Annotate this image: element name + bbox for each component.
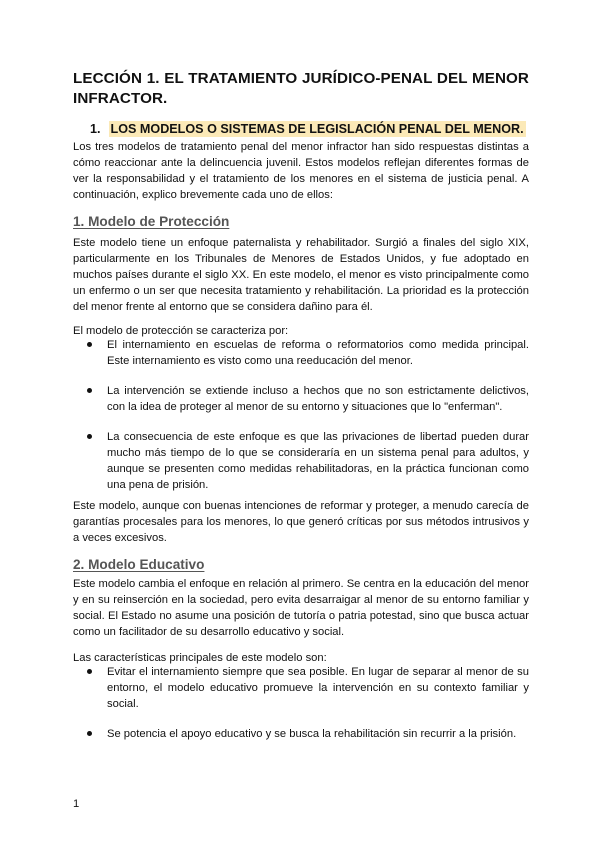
- section-title-educativo: 2. Modelo Educativo: [73, 557, 205, 572]
- section2-bullet-list: [73, 664, 529, 742]
- section2-paragraph: Este modelo cambia el enfoque en relación al primero. Se centra en la educación del menor y en su reinserción en la sociedad, pero evita desarraigar al menor de su entorno familiar y social. El Estado no asume una posición de tutoría o patria potestad, sino que busca actuar como un facilitador de su desarrollo educativo y social.: [73, 578, 529, 638]
- section-subheading: [90, 121, 526, 137]
- list-item-text: Evitar el internamiento siempre que sea posible. En lugar de separar al menor de su entorno, el modelo educativo promueve la intervención en su contexto familiar y social.: [107, 666, 529, 710]
- list-item: [73, 429, 529, 493]
- section1-paragraph: Este modelo tiene un enfoque paternalista y rehabilitador. Surgió a finales del siglo XIX, particularmente en los Tribunales de Menores de Estados Unidos, y fue adoptado en muchos países durante el siglo XX. En este modelo, el menor es visto principalmente como un enfermo o un ser que necesita tratamiento y rehabilitación. La prioridad es la protección del menor frente al entorno que se considera dañino para él.: [73, 237, 529, 313]
- list-item-text: Se potencia el apoyo educativo y se busca la rehabilitación sin recurrir a la prisión.: [107, 728, 517, 740]
- list-item: [73, 337, 529, 369]
- section1-closing: Este modelo, aunque con buenas intenciones de reformar y proteger, a menudo carecía de garantías procesales para los menores, lo que generó críticas por sus métodos intrusivos y a veces excesivos.: [73, 500, 529, 544]
- page-number: 1: [73, 798, 80, 810]
- bullet-icon: [87, 434, 92, 439]
- bullet-icon: [87, 342, 92, 347]
- intro-paragraph: Los tres modelos de tratamiento penal del menor infractor han sido respuestas distintas a cómo reaccionar ante la delincuencia juvenil. Estos modelos reflejan diferentes formas de ver la responsabilidad y el tratamiento de los menores en el sistema de justicia penal. A continuación, explico brevemente cada uno de ellos:: [73, 141, 529, 201]
- list-item: [73, 664, 529, 712]
- list-item-text: El internamiento en escuelas de reforma o reformatorios como medida principal. Este internamiento es visto como una reeducación del menor.: [107, 339, 529, 367]
- list-item-text: La consecuencia de este enfoque es que las privaciones de libertad pueden durar mucho más tiempo de lo que se consideraría en un sistema penal para adultos, y aunque se presenten como medidas rehabilitadoras, en la práctica funcionan como una pena de prisión.: [107, 431, 529, 491]
- section-title-proteccion: 1. Modelo de Protección: [73, 214, 230, 229]
- list-item: [73, 726, 529, 742]
- bullet-icon: [87, 731, 92, 736]
- list-item: [73, 383, 529, 415]
- bullet-icon: [87, 669, 92, 674]
- section2-list-intro: Las características principales de este modelo son:: [73, 652, 327, 664]
- section1-bullet-list: [73, 337, 529, 493]
- subheading-text: LOS MODELOS O SISTEMAS DE LEGISLACIÓN PENAL DEL MENOR.: [110, 122, 524, 136]
- subheading-number: 1.: [90, 122, 101, 136]
- list-item-text: La intervención se extiende incluso a hechos que no son estrictamente delictivos, con la idea de proteger al menor de su entorno y situaciones que lo "enferman".: [107, 385, 529, 413]
- bullet-icon: [87, 388, 92, 393]
- section1-list-intro: El modelo de protección se caracteriza por:: [73, 325, 289, 337]
- lesson-title: LECCIÓN 1. EL TRATAMIENTO JURÍDICO-PENAL DEL MENOR INFRACTOR.: [73, 70, 529, 107]
